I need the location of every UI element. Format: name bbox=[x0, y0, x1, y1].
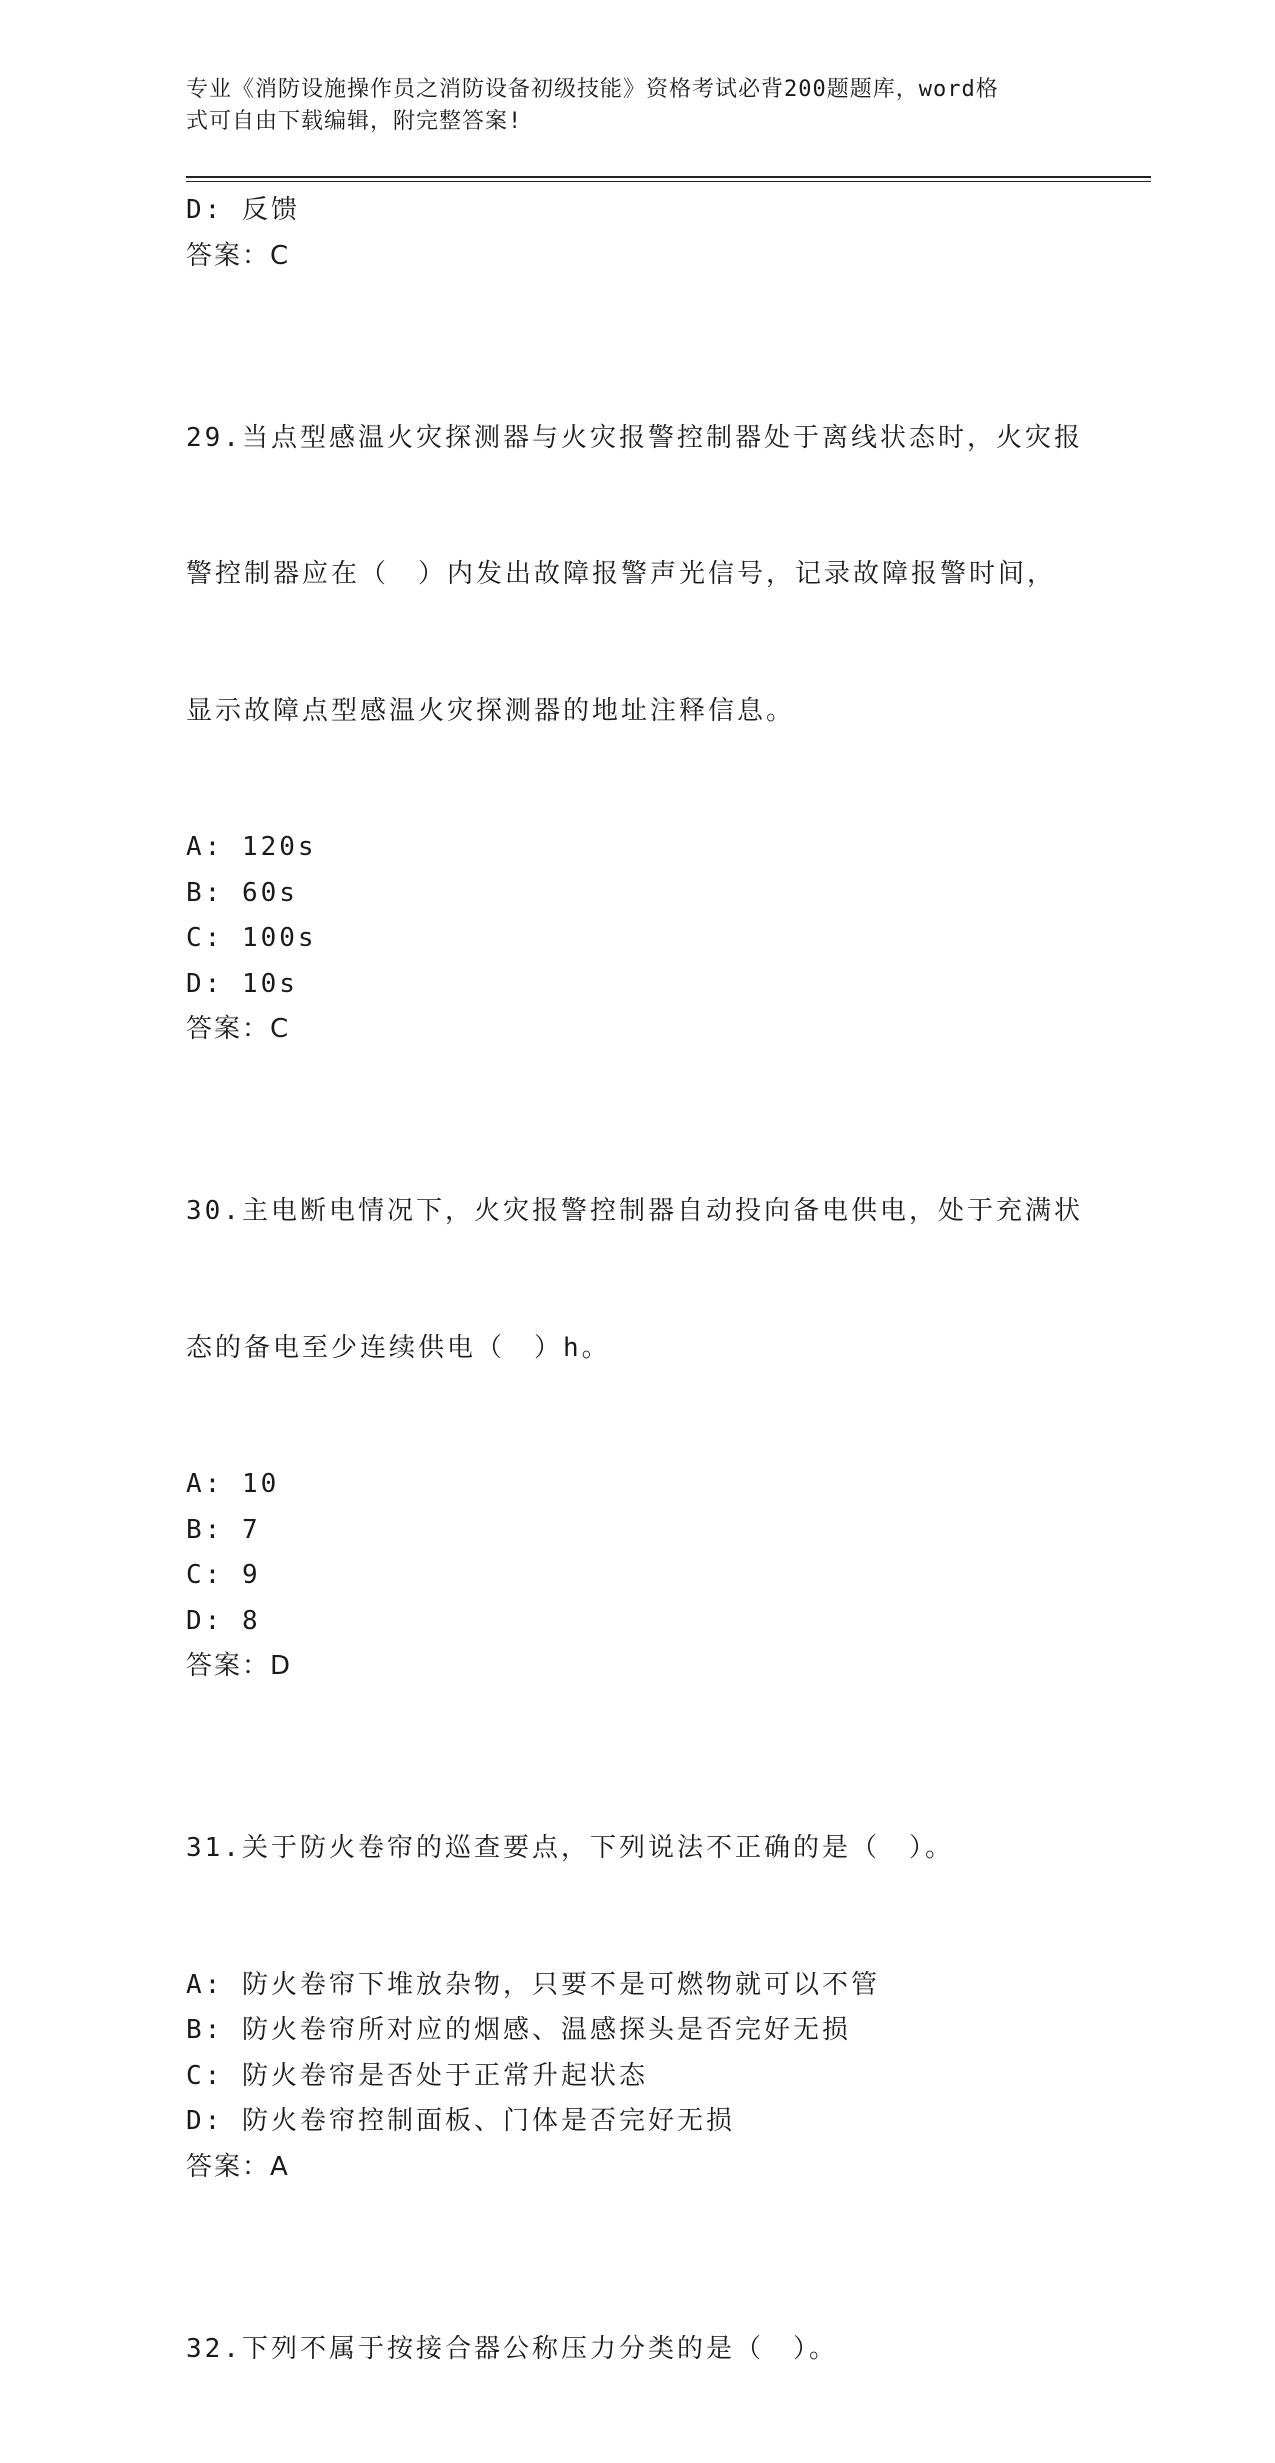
question-30-option-a: A: 10 bbox=[186, 1462, 1086, 1508]
question-31-option-c: C: 防火卷帘是否处于正常升起状态 bbox=[186, 2054, 1086, 2100]
spacer bbox=[186, 2190, 1086, 2236]
spacer bbox=[186, 1690, 1086, 1736]
page-header bbox=[186, 74, 1066, 138]
question-30-answer: 答案：D bbox=[186, 1644, 1086, 1690]
question-29-option-a: A: 120s bbox=[186, 825, 1086, 871]
question-31-option-b: B: 防火卷帘所对应的烟感、温感探头是否完好无损 bbox=[186, 2008, 1086, 2054]
header-rule-thick bbox=[186, 176, 1151, 178]
question-29-line: 显示故障点型感温火灾探测器的地址注释信息。 bbox=[186, 689, 1086, 735]
question-30-option-d: D: 8 bbox=[186, 1599, 1086, 1645]
question-31-line: 31.关于防火卷帘的巡查要点，下列说法不正确的是（ ）。 bbox=[186, 1826, 1086, 1872]
question-31-option-a: A: 防火卷帘下堆放杂物，只要不是可燃物就可以不管 bbox=[186, 1963, 1086, 2009]
question-30-text bbox=[186, 1098, 1086, 1462]
question-29-line: 警控制器应在（ ）内发出故障报警声光信号，记录故障报警时间， bbox=[186, 552, 1086, 598]
header-rule-thin bbox=[186, 181, 1151, 182]
spacer bbox=[186, 1053, 1086, 1099]
question-29-answer: 答案：C bbox=[186, 1007, 1086, 1053]
question-30-line: 态的备电至少连续供电（ ）h。 bbox=[186, 1326, 1086, 1372]
question-32-line: 32.下列不属于按接合器公称压力分类的是（ ）。 bbox=[186, 2327, 1086, 2373]
header-line-1: 专业《消防设施操作员之消防设备初级技能》资格考试必背200题题库，word格 bbox=[186, 74, 1066, 106]
prev-option-d: D: 反馈 bbox=[186, 188, 1086, 234]
question-29-option-c: C: 100s bbox=[186, 916, 1086, 962]
question-31-text bbox=[186, 1735, 1086, 1963]
question-29-text bbox=[186, 325, 1086, 826]
question-30-option-b: B: 7 bbox=[186, 1508, 1086, 1554]
question-30-line: 30.主电断电情况下，火灾报警控制器自动投向备电供电，处于充满状 bbox=[186, 1189, 1086, 1235]
question-29-option-d: D: 10s bbox=[186, 962, 1086, 1008]
header-line-2: 式可自由下载编辑，附完整答案! bbox=[186, 106, 1066, 138]
prev-answer: 答案：C bbox=[186, 234, 1086, 280]
question-32-text bbox=[186, 2236, 1086, 2463]
question-30-option-c: C: 9 bbox=[186, 1553, 1086, 1599]
question-29-option-b: B: 60s bbox=[186, 871, 1086, 917]
question-31-answer: 答案：A bbox=[186, 2145, 1086, 2191]
question-content bbox=[186, 188, 1086, 2463]
question-31-option-d: D: 防火卷帘控制面板、门体是否完好无损 bbox=[186, 2099, 1086, 2145]
question-29-line: 29.当点型感温火灾探测器与火灾报警控制器处于离线状态时，火灾报 bbox=[186, 416, 1086, 462]
spacer bbox=[186, 279, 1086, 325]
